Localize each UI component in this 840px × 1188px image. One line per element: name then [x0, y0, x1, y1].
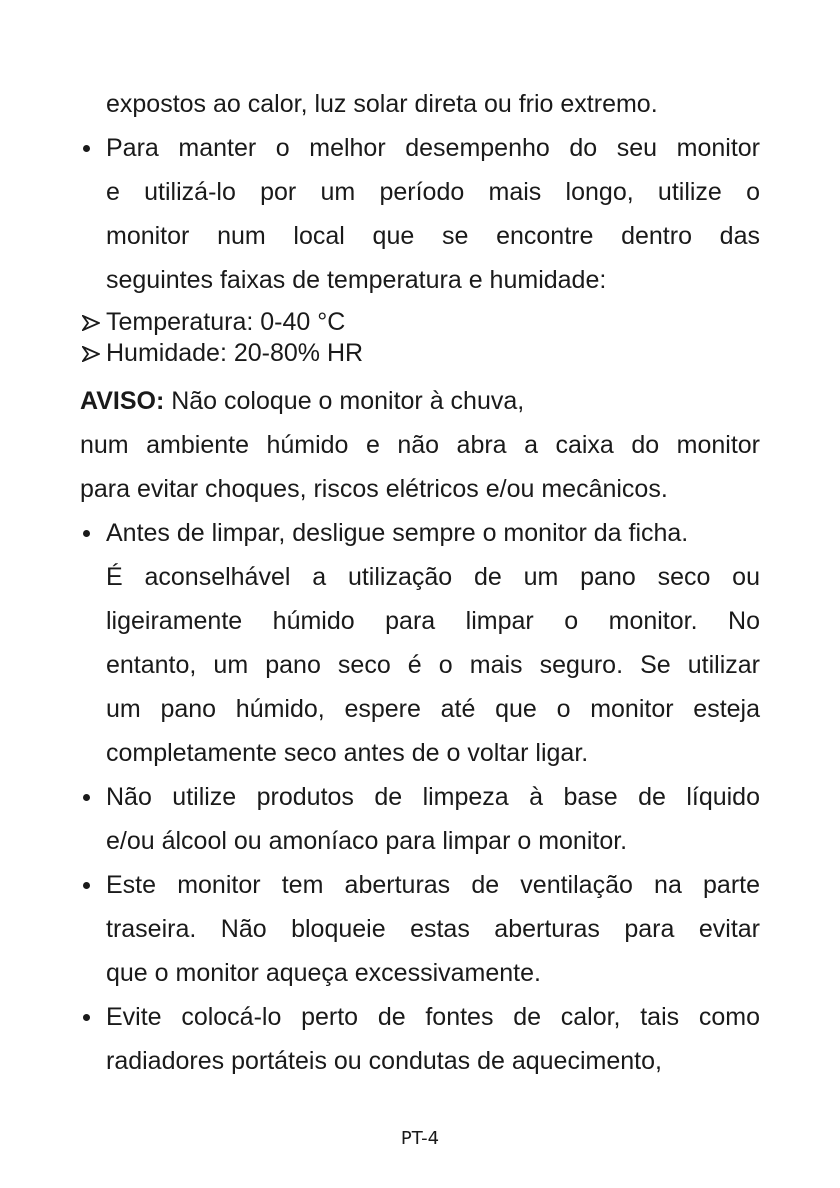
continuation-line: expostos ao calor, luz solar direta ou frio extremo. [106, 90, 658, 118]
document-page [80, 82, 760, 1083]
paragraph-line: Para manter o melhor desempenho do seu monitor [106, 134, 760, 162]
bullet-dot-icon [83, 145, 90, 152]
paragraph-line: que o monitor aqueça excessivamente. [106, 959, 541, 987]
paragraph-line: traseira. Não bloqueie estas aberturas para evitar [106, 915, 760, 943]
range-humidity-text: Humidade: 20-80% HR [106, 339, 364, 367]
paragraph-line: Antes de limpar, desligue sempre o monitor da ficha. [106, 519, 689, 547]
warning-text: Não coloque o monitor à chuva, [164, 387, 525, 415]
paragraph-line: ligeiramente húmido para limpar o monitor. No [106, 607, 760, 635]
page-number: PT-4 [400, 1128, 440, 1149]
paragraph-line: entanto, um pano seco é o mais seguro. Se utilizar [106, 651, 760, 679]
warning-line-1 [80, 379, 760, 423]
bullet-dot-icon [83, 882, 90, 889]
range-temperature [80, 307, 760, 338]
bullet-cleaning [80, 511, 760, 775]
bullet-ventilation [80, 863, 760, 995]
bullet-dot-icon [83, 794, 90, 801]
bullet-products [80, 775, 760, 863]
arrow-bullet-icon [82, 346, 100, 362]
bullet-performance [80, 126, 760, 302]
paragraph-line: É aconselhável a utilização de um pano seco ou [106, 563, 760, 591]
arrow-bullet-icon [82, 315, 100, 331]
paragraph-line: e/ou álcool ou amoníaco para limpar o monitor. [106, 827, 628, 855]
bullet-dot-icon [83, 530, 90, 537]
warning-line-2: num ambiente húmido e não abra a caixa do monitor [80, 431, 760, 459]
warning-label: AVISO: [80, 387, 165, 415]
range-humidity [80, 338, 760, 369]
warning-line-3: para evitar choques, riscos elétricos e/ou mecânicos. [80, 475, 668, 503]
range-temperature-text: Temperatura: 0-40 °C [106, 308, 346, 336]
paragraph-line: Evite colocá-lo perto de fontes de calor, tais como [106, 1003, 760, 1031]
paragraph-line: radiadores portáteis ou condutas de aquecimento, [106, 1047, 662, 1075]
paragraph-line: Este monitor tem aberturas de ventilação na parte [106, 871, 760, 899]
paragraph-line: e utilizá-lo por um período mais longo, utilize o [106, 178, 760, 206]
paragraph-line: completamente seco antes de o voltar ligar. [106, 739, 589, 767]
bullet-dot-icon [83, 1014, 90, 1021]
bullet-heat [80, 995, 760, 1083]
paragraph-line: monitor num local que se encontre dentro das [106, 222, 760, 250]
paragraph-line: Não utilize produtos de limpeza à base de líquido [106, 783, 760, 811]
paragraph-line: seguintes faixas de temperatura e humidade: [106, 266, 607, 294]
paragraph-line: um pano húmido, espere até que o monitor esteja [106, 695, 760, 723]
